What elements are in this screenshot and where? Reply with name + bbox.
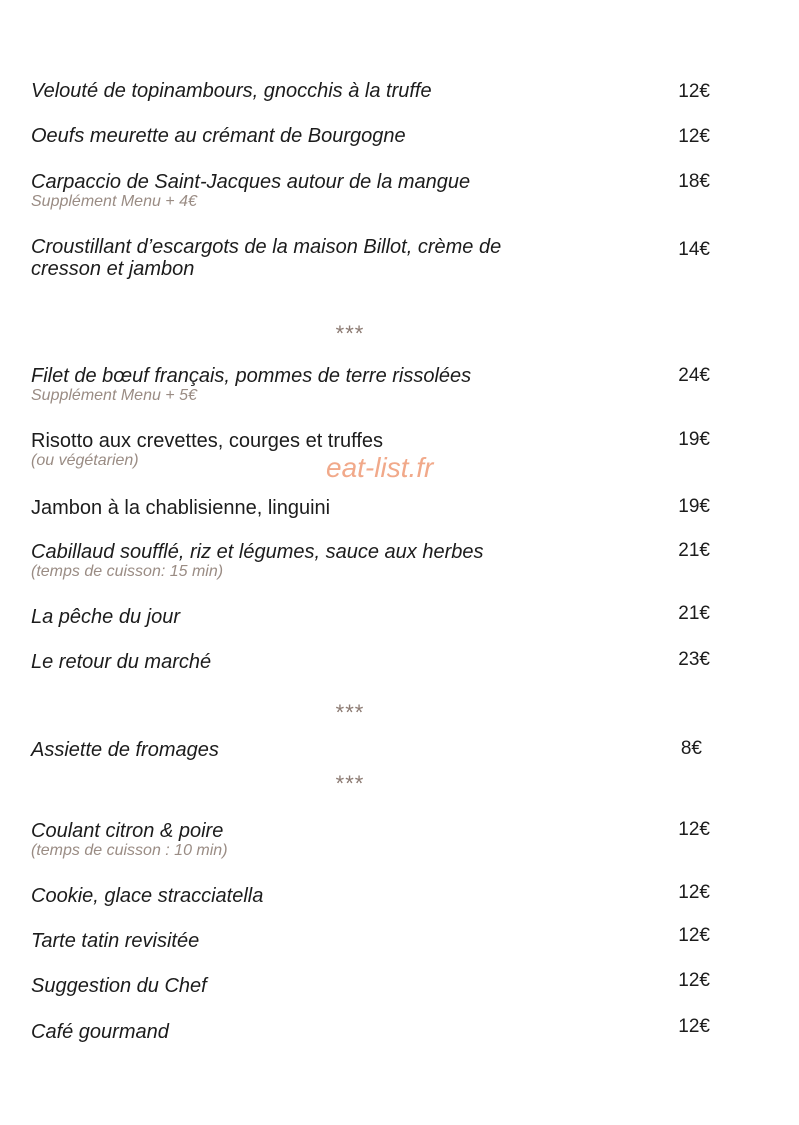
item-name: Suggestion du Chef — [31, 975, 207, 997]
section-separator: *** — [335, 700, 365, 725]
menu-item — [31, 430, 591, 469]
item-name: Croustillant d’escargots de la maison Billot, crème de cresson et jambon — [31, 236, 502, 280]
item-name: Coulant citron & poire — [31, 820, 224, 842]
menu-item — [31, 820, 591, 859]
watermark-text: eat-list.fr — [326, 452, 434, 483]
item-price: 12€ — [678, 970, 710, 991]
item-note: Supplément Menu + 5€ — [31, 387, 197, 404]
menu-item — [31, 365, 591, 404]
item-name: Risotto aux crevettes, courges et truffes — [31, 430, 384, 452]
item-name: Cabillaud soufflé, riz et légumes, sauce aux herbes — [31, 541, 484, 563]
menu-item — [31, 885, 591, 907]
menu-item — [31, 236, 571, 280]
menu-item — [31, 930, 591, 952]
menu-item — [31, 171, 591, 210]
menu-item — [31, 1021, 591, 1043]
item-price: 14€ — [678, 239, 710, 260]
menu-item — [31, 80, 591, 102]
item-name: Le retour du marché — [31, 651, 212, 673]
item-price: 21€ — [678, 603, 710, 624]
menu-item — [31, 541, 591, 580]
item-price: 19€ — [678, 496, 710, 517]
item-price: 12€ — [678, 126, 710, 147]
section-separator: *** — [335, 321, 365, 346]
menu-item — [31, 975, 591, 997]
item-price: 12€ — [678, 925, 710, 946]
item-note: (ou végétarien) — [31, 452, 139, 469]
item-price: 12€ — [678, 882, 710, 903]
item-price: 21€ — [678, 540, 710, 561]
item-note: (temps de cuisson: 15 min) — [31, 563, 224, 580]
item-price: 24€ — [678, 365, 710, 386]
item-name: Cookie, glace stracciatella — [31, 885, 264, 907]
item-note: (temps de cuisson : 10 min) — [31, 842, 228, 859]
item-name: La pêche du jour — [31, 606, 181, 628]
item-name: Café gourmand — [31, 1021, 169, 1043]
item-price: 12€ — [678, 819, 710, 840]
item-name: Assiette de fromages — [31, 739, 219, 761]
section-separator: *** — [335, 771, 365, 796]
item-price: 23€ — [678, 649, 710, 670]
item-name: Tarte tatin revisitée — [31, 930, 200, 952]
item-price: 19€ — [678, 429, 710, 450]
item-name: Carpaccio de Saint-Jacques autour de la mangue — [31, 171, 471, 193]
item-name: Velouté de topinambours, gnocchis à la truffe — [31, 80, 432, 102]
item-name: Oeufs meurette au crémant de Bourgogne — [31, 125, 406, 147]
menu-item — [31, 606, 591, 628]
item-price: 18€ — [678, 171, 710, 192]
menu-item — [31, 651, 591, 673]
menu-item — [31, 739, 591, 761]
item-name: Filet de bœuf français, pommes de terre rissolées — [31, 365, 472, 387]
item-name: Jambon à la chablisienne, linguini — [31, 497, 331, 519]
item-price: 12€ — [678, 1016, 710, 1037]
menu-item — [31, 497, 591, 519]
menu-item — [31, 125, 591, 147]
item-price: 8€ — [680, 738, 702, 759]
item-price: 12€ — [678, 81, 710, 102]
item-note: Supplément Menu + 4€ — [31, 193, 197, 210]
